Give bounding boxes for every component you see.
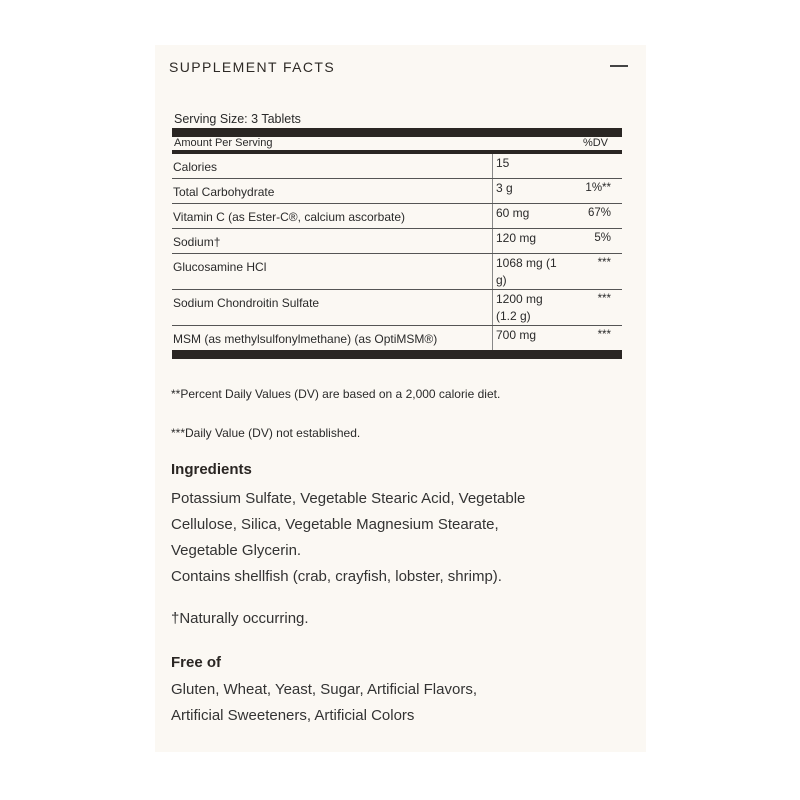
nutrient-dv (564, 154, 622, 178)
dv-footnote: **Percent Daily Values (DV) are based on a 2,000 calorie diet. (171, 387, 501, 401)
nutrient-amount: 60 mg (492, 204, 564, 228)
nutrient-dv: *** (597, 257, 611, 269)
nutrient-name: MSM (as methylsulfonylmethane) (as OptiMSM®) (173, 332, 438, 346)
nutrient-name: Sodium† (173, 235, 221, 249)
ingredients-title: Ingredients (171, 461, 252, 478)
nutrient-name: Vitamin C (as Ester-C®, calcium ascorbate) (173, 210, 406, 224)
nutrient-dv: 5% (594, 232, 611, 244)
ingredients-text (171, 486, 631, 590)
naturally-occurring-note: †Naturally occurring. (171, 610, 309, 627)
nutrient-amount: 1200 mg (1.2 g) (492, 290, 564, 325)
amount-header-row (172, 137, 622, 150)
free-of-text (171, 677, 631, 729)
panel-title[interactable]: SUPPLEMENT FACTS (169, 59, 336, 75)
dv-header: %DV (582, 137, 608, 149)
nutrient-dv: 67% (587, 207, 611, 219)
amount-per-serving-label: Amount Per Serving (174, 137, 273, 149)
ingredients-line: Contains shellfish (crab, crayfish, lobster, shrimp). (171, 568, 502, 585)
free-of-line: Artificial Sweeteners, Artificial Colors (171, 707, 415, 724)
supplement-facts-table (172, 112, 622, 359)
table-row (172, 154, 622, 179)
nutrient-dv: *** (597, 293, 611, 305)
table-row (172, 204, 622, 229)
nutrient-amount: 15 (492, 154, 564, 178)
nutrient-amount: 700 mg (492, 326, 564, 350)
free-of-title: Free of (171, 654, 222, 671)
serving-size: Serving Size: 3 Tablets (174, 112, 301, 126)
ingredients-line: Vegetable Glycerin. (171, 542, 302, 559)
nutrient-name: Calories (173, 160, 218, 174)
ingredients-line: Potassium Sulfate, Vegetable Stearic Acid, Vegetable (171, 490, 526, 507)
not-established-footnote: ***Daily Value (DV) not established. (171, 426, 361, 440)
ingredients-line: Cellulose, Silica, Vegetable Magnesium Stearate, (171, 516, 499, 533)
nutrient-amount: 3 g (492, 179, 564, 203)
supplement-facts-panel (155, 45, 646, 752)
table-row (172, 326, 622, 350)
table-row (172, 229, 622, 254)
divider-thick (172, 128, 622, 137)
nutrient-amount: 120 mg (492, 229, 564, 253)
nutrient-amount: 1068 mg (1 g) (492, 254, 564, 289)
table-row (172, 290, 622, 326)
free-of-line: Gluten, Wheat, Yeast, Sugar, Artificial Flavors, (171, 681, 477, 698)
nutrient-dv: 1%** (585, 182, 611, 194)
divider-thick-bottom (172, 350, 622, 359)
minus-icon[interactable] (610, 65, 628, 67)
nutrient-name: Total Carbohydrate (173, 185, 275, 199)
nutrient-name: Glucosamine HCl (173, 260, 267, 274)
table-row (172, 254, 622, 290)
table-row (172, 179, 622, 204)
nutrient-dv: *** (597, 329, 611, 341)
nutrient-name: Sodium Chondroitin Sulfate (173, 296, 320, 310)
